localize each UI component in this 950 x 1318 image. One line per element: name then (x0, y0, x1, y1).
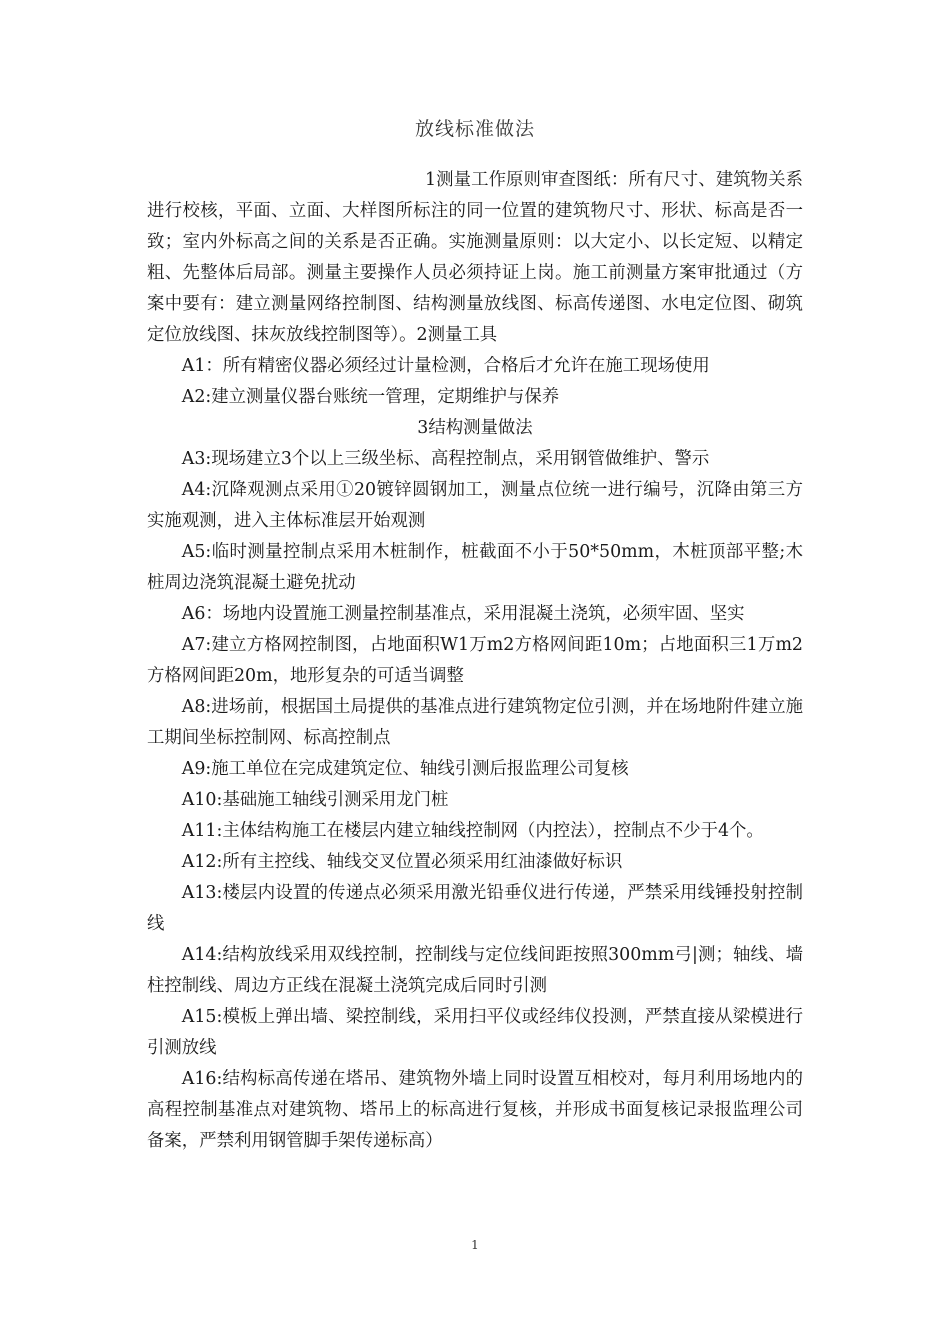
paragraph-a12: A12:所有主控线、轴线交叉位置必须采用红油漆做好标识 (181, 852, 623, 872)
paragraph-a5: A5:临时测量控制点采用木桩制作，桩截面不小于50*50mm，木桩顶部平整;木桩周边浇筑混凝土避免扰动 (147, 542, 803, 593)
paragraph-a8: A8:进场前，根据国土局提供的基准点进行建筑物定位引测，并在场地附件建立施工期间坐标控制网、标高控制点 (147, 697, 803, 748)
paragraph-a3: A3:现场建立3个以上三级坐标、高程控制点，采用钢管做维护、警示 (181, 449, 710, 469)
paragraph-a6: A6：场地内设置施工测量控制基准点，采用混凝土浇筑，必须牢固、坚实 (181, 604, 745, 624)
paragraph-a13: A13:楼层内设置的传递点必须采用激光铅垂仪进行传递，严禁采用线锤投射控制线 (147, 883, 803, 934)
paragraph-intro: 1测量工作原则审查图纸：所有尺寸、建筑物关系进行校核，平面、立面、大样图所标注的同一位置的建筑物尺寸、形状、标高是否一致；室内外标高之间的关系是否正确。实施测量原则：以大定小、以长定短、以精定粗、先整体后局部。测量主要操作人员必须持证上岗。施工前测量方案审批通过（方案中要有：建立测量网络控制图、结构测量放线图、标高传递图、水电定位图、砌筑定位放线图、抹灰放线控制图等）。2测量工具 (147, 170, 803, 345)
paragraph-a10: A10:基础施工轴线引测采用龙门桩 (181, 790, 449, 810)
paragraph-a4: A4:沉降观测点采用①20镀锌圆钢加工，测量点位统一进行编号，沉降由第三方实施观测，进入主体标准层开始观测 (147, 480, 803, 531)
paragraph-a7: A7:建立方格网控制图，占地面积W1万m2方格网间距10m；占地面积三1万m2方格网间距20m，地形复杂的可适当调整 (147, 635, 803, 686)
paragraph-a15: A15:模板上弹出墙、梁控制线，采用扫平仪或经纬仪投测，严禁直接从梁模进行引测放线 (147, 1007, 803, 1058)
paragraph-a11: A11:主体结构施工在楼层内建立轴线控制网（内控法），控制点不少于4个。 (181, 821, 764, 841)
page-number: 1 (471, 1238, 479, 1252)
paragraph-a2: A2:建立测量仪器台账统一管理，定期维护与保养 (181, 387, 560, 407)
paragraph-a14: A14:结构放线采用双线控制，控制线与定位线间距按照300mm弓|测；轴线、墙柱控制线、周边方正线在混凝土浇筑完成后同时引测 (147, 945, 803, 996)
paragraph-a1: A1：所有精密仪器必须经过计量检测，合格后才允许在施工现场使用 (181, 356, 710, 376)
document-body (147, 165, 803, 1157)
page-title: 放线标准做法 (414, 118, 535, 140)
paragraph-a9: A9:施工单位在完成建筑定位、轴线引测后报监理公司复核 (181, 759, 629, 779)
section-heading-structure-survey: 3结构测量做法 (417, 418, 533, 438)
paragraph-a16: A16:结构标高传递在塔吊、建筑物外墙上同时设置互相校对，每月利用场地内的高程控制基准点对建筑物、塔吊上的标高进行复核，并形成书面复核记录报监理公司备案，严禁利用钢管脚手架传递标高） (147, 1069, 803, 1151)
